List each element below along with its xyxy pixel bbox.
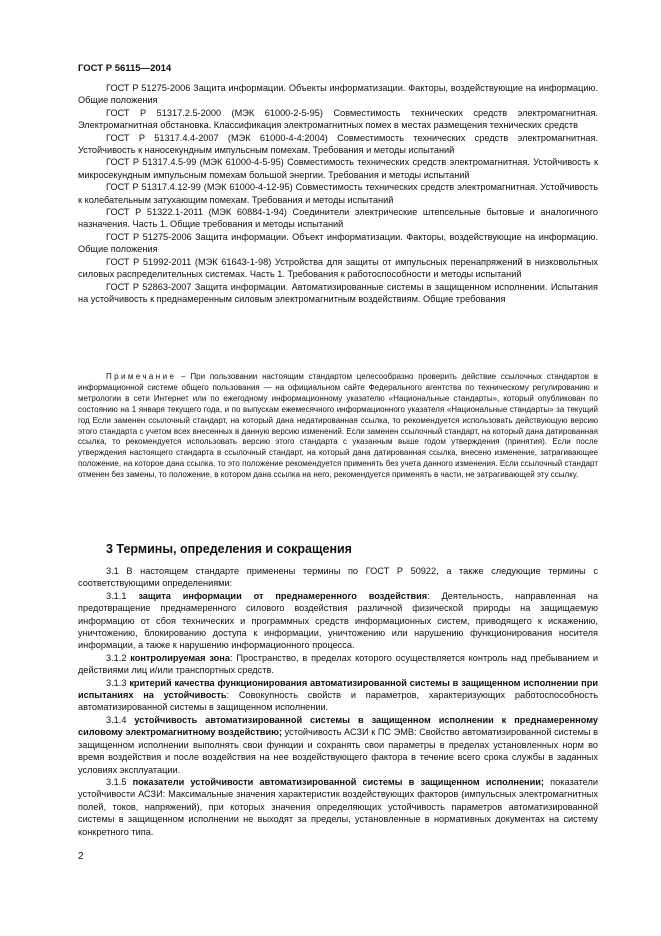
term-number: 3.1.4 (106, 714, 135, 725)
term-item (78, 677, 598, 714)
term-definition: показатели устойчивости АСЗИ: Максимальные значения характеристик воздействующих факторов (импульсных электромагнитных полей, токов, напряжений), при которых значения определяющих устойчивость параметров автоматизированной системы в защищенном исполнении не выходят за пределы, установленные в нормативных документах на систему конкретного типа. (78, 776, 598, 837)
terms-section (78, 565, 598, 838)
term-number: 3.1.5 (106, 776, 133, 787)
term-name: устойчивость автоматизированной системы в защищенном исполнении к преднамеренному силовому электромагнитному воздействию; (78, 714, 598, 738)
term-definition: : Деятельность, направленная на предотвращение преднамеренного силового воздействия различной физической природы на защищаемую информацию от сбоя технических и программных средств информационных систем, приводящего к искажению, уничтожению, блокированию доступа к информации, уничтожению или нарушению функционирования носителя информации, а также к нарушению информационного процесса. (78, 590, 598, 651)
term-definition: устойчивость АСЗИ к ПС ЭМВ: Свойство автоматизированной системы в защищенном исполнении выполнять свои функции и сохранять свои параметры в пределах установленных норм во время воздействия и после воздействия на нее воздействующего фактора в течение всего срока службы в заданных условиях эксплуатации. (78, 727, 598, 775)
reference-item: ГОСТ Р 51317.4.5-99 (МЭК 61000-4-5-95) Совместимость технических средств электромагнитная. Устойчивость к микросекундным импульсным помехам большой энергии. Требования и методы испытаний (78, 157, 598, 180)
terms-intro: 3.1 В настоящем стандарте применены термины по ГОСТ Р 50922, а также следующие термины с соответствующими определениями: (78, 566, 598, 589)
reference-item: ГОСТ Р 51275-2006 Защита информации. Объект информатизации. Факторы, воздействующие на информацию. Общие положения (78, 231, 598, 255)
term-number: 3.1.2 (106, 652, 131, 663)
page-number: 2 (78, 851, 84, 862)
normative-references (78, 82, 598, 305)
term-definition: : Пространство, в пределах которого осуществляется контроль над пребыванием и действиями лиц и/или транспортных средств. (78, 652, 598, 676)
note-text: – При пользовании настоящим стандартом целесообразно проверить действие ссылочных стандартов в информационной системе общего пользования — на официальном сайте Федерального агентства по техническому регулированию и метрологии в сети Интернет или по ежегодному информационному указателю «Национальные стандарты», который опубликован по состоянию на 1 января текущего года, и по выпускам ежемесячного информационного указателя «Национальные стандарты» за текущий год Если заменен ссылочный стандарт, на который дана недатированная ссылка, то рекомендуется использовать действующую версию этого стандарта с учетом всех внесенных в данную версию изменений. Если заменен ссылочный стандарт, на который дана датированная ссылка, то рекомендуется использовать версию этого стандарта с указанным выше годом утверждения (принятия). Если после утверждения настоящего стандарта в ссылочный стандарт, на который дана датированная ссылка, внесено изменение, затрагивающее положение, на которое дана ссылка, то это положение рекомендуется применять без учета данного изменения. Если ссылочный стандарт отменен без замены, то положение, в котором дана ссылка на него, рекомендуется применять в части, не затрагивающей эту ссылку. (78, 372, 598, 480)
term-item (78, 590, 598, 652)
term-number: 3.1.3 (106, 677, 130, 688)
term-name: контролируемая зона (130, 652, 230, 663)
reference-item: ГОСТ Р 51317.4.4-2007 (МЭК 61000-4-4:2004) Совместимость технических средств электромагнитная. Устойчивость к наносекундным импульсным помехам. Требования и методы испытаний (78, 132, 598, 156)
term-name: защита информации от преднамеренного воздействия (138, 590, 428, 601)
section-title: 3 Термины, определения и сокращения (106, 542, 352, 556)
note-paragraph (78, 372, 598, 481)
note-label: Примечание (106, 372, 177, 381)
term-definition: : Совокупность свойств и параметров, характеризующих работоспособность автоматизированной системы в защищенном исполнении. (78, 690, 598, 713)
reference-item: ГОСТ Р 51317.2.5-2000 (МЭК 61000-2-5-95) Совместимость технических средств электромагнитная. Электромагнитная обстановка. Классификация электромагнитных помех в местах размещения технических средств (78, 107, 598, 131)
term-item (78, 652, 598, 677)
term-number: 3.1.1 (106, 590, 139, 601)
reference-item: ГОСТ Р 51317.4.12-99 (МЭК 61000-4-12-95) Совместимость технических средств электромагнитная. Устойчивость к колебательным затухающим помехам. Требования и методы испытаний (78, 182, 598, 205)
reference-item: ГОСТ Р 51275-2006 Защита информации. Объекты информатизации. Факторы, воздействующие на информацию. Общие положения (78, 83, 598, 106)
reference-item: ГОСТ Р 52863-2007 Защита информации. Автоматизированные системы в защищенном исполнении. Испытания на устойчивость к преднамеренным силовым электромагнитным воздействиям. Общие требования (78, 281, 598, 304)
reference-item: ГОСТ Р 51322.1-2011 (МЭК 60884-1-94) Соединители электрические штепсельные бытовые и аналогичного назначения. Часть 1. Общие требования и методы испытаний (78, 207, 598, 230)
term-item (78, 776, 598, 838)
document-header: ГОСТ Р 56115—2014 (78, 63, 172, 74)
term-name: критерий качества функционирования автоматизированной системы в защищенном исполнении при испытаниях на устойчивость (78, 677, 598, 701)
term-name: показатели устойчивости автоматизированной системы в защищенном исполнении; (132, 776, 544, 787)
note-block (78, 372, 598, 481)
term-item (78, 714, 598, 776)
reference-item: ГОСТ Р 51992-2011 (МЭК 61643-1-98) Устройства для защиты от импульсных перенапряжений в низковольтных силовых распределительных системах. Часть 1. Требования к работоспособности и методы испытаний (78, 256, 598, 280)
